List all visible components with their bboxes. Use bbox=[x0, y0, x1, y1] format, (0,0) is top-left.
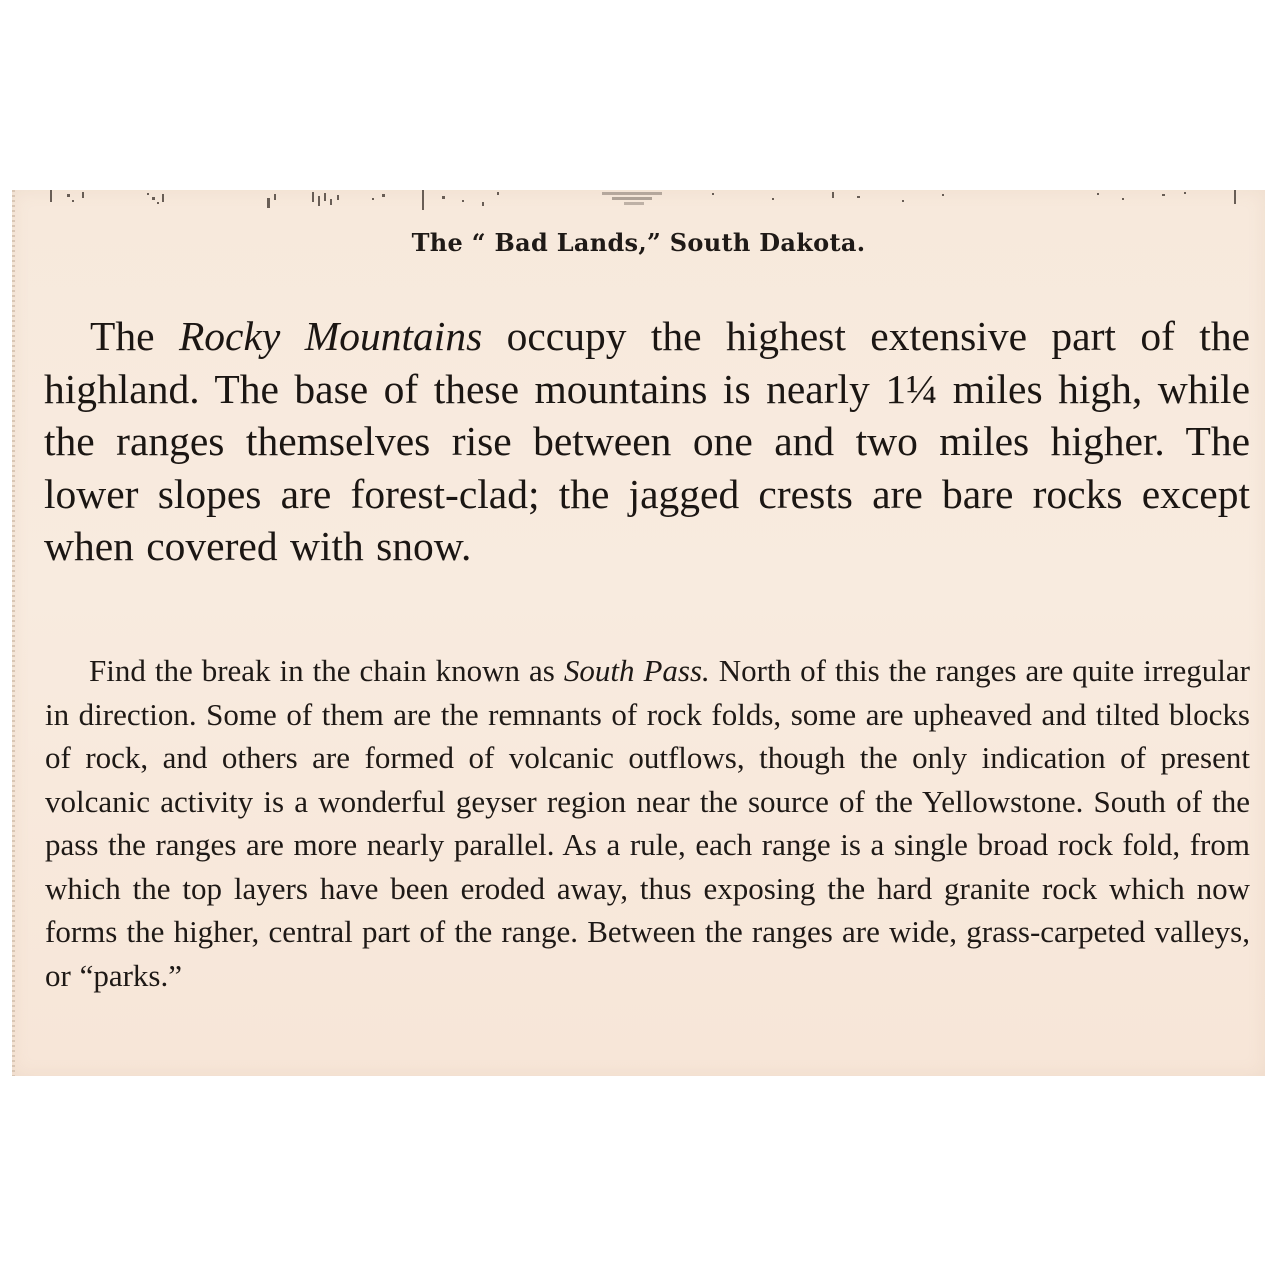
body-text-rest: North of this the ranges are quite irregular in direction. Some of them are the remnants of rock folds, some are upheaved and tilted blocks of rock, and others are formed of volcanic outflows, though the only indication of present volcanic activity is a wonderful geyser region near the source of the Yellowstone. South of the pass the ranges are more nearly parallel. As a rule, each range is a single broad rock fold, from which the top layers have been eroded away, thus exposing the hard granite rock which now forms the higher, central part of the range. Between the ranges are wide, grass-carpeted valleys, or “parks.” bbox=[45, 653, 1250, 993]
book-page-clipping bbox=[12, 190, 1265, 1076]
south-pass-term: South Pass. bbox=[563, 653, 710, 688]
lead-text-start: The bbox=[90, 313, 179, 359]
rocky-mountains-term: Rocky Mountains bbox=[178, 313, 483, 359]
body-text-start: Find the break in the chain known as bbox=[89, 653, 564, 688]
lead-text-rest: occupy the highest extensive part of the highland. The base of these mountains is nearly 1¼ miles high, while the ranges themselves rise between one and two miles higher. The lower slopes are forest-clad; the jagged crests are bare rocks except when covered with snow. bbox=[44, 313, 1250, 570]
body-paragraph bbox=[45, 649, 1250, 997]
illustration-remnant bbox=[12, 190, 1265, 218]
image-caption: The “ Bad Lands,” South Dakota. bbox=[411, 228, 866, 257]
lead-paragraph bbox=[44, 310, 1250, 573]
